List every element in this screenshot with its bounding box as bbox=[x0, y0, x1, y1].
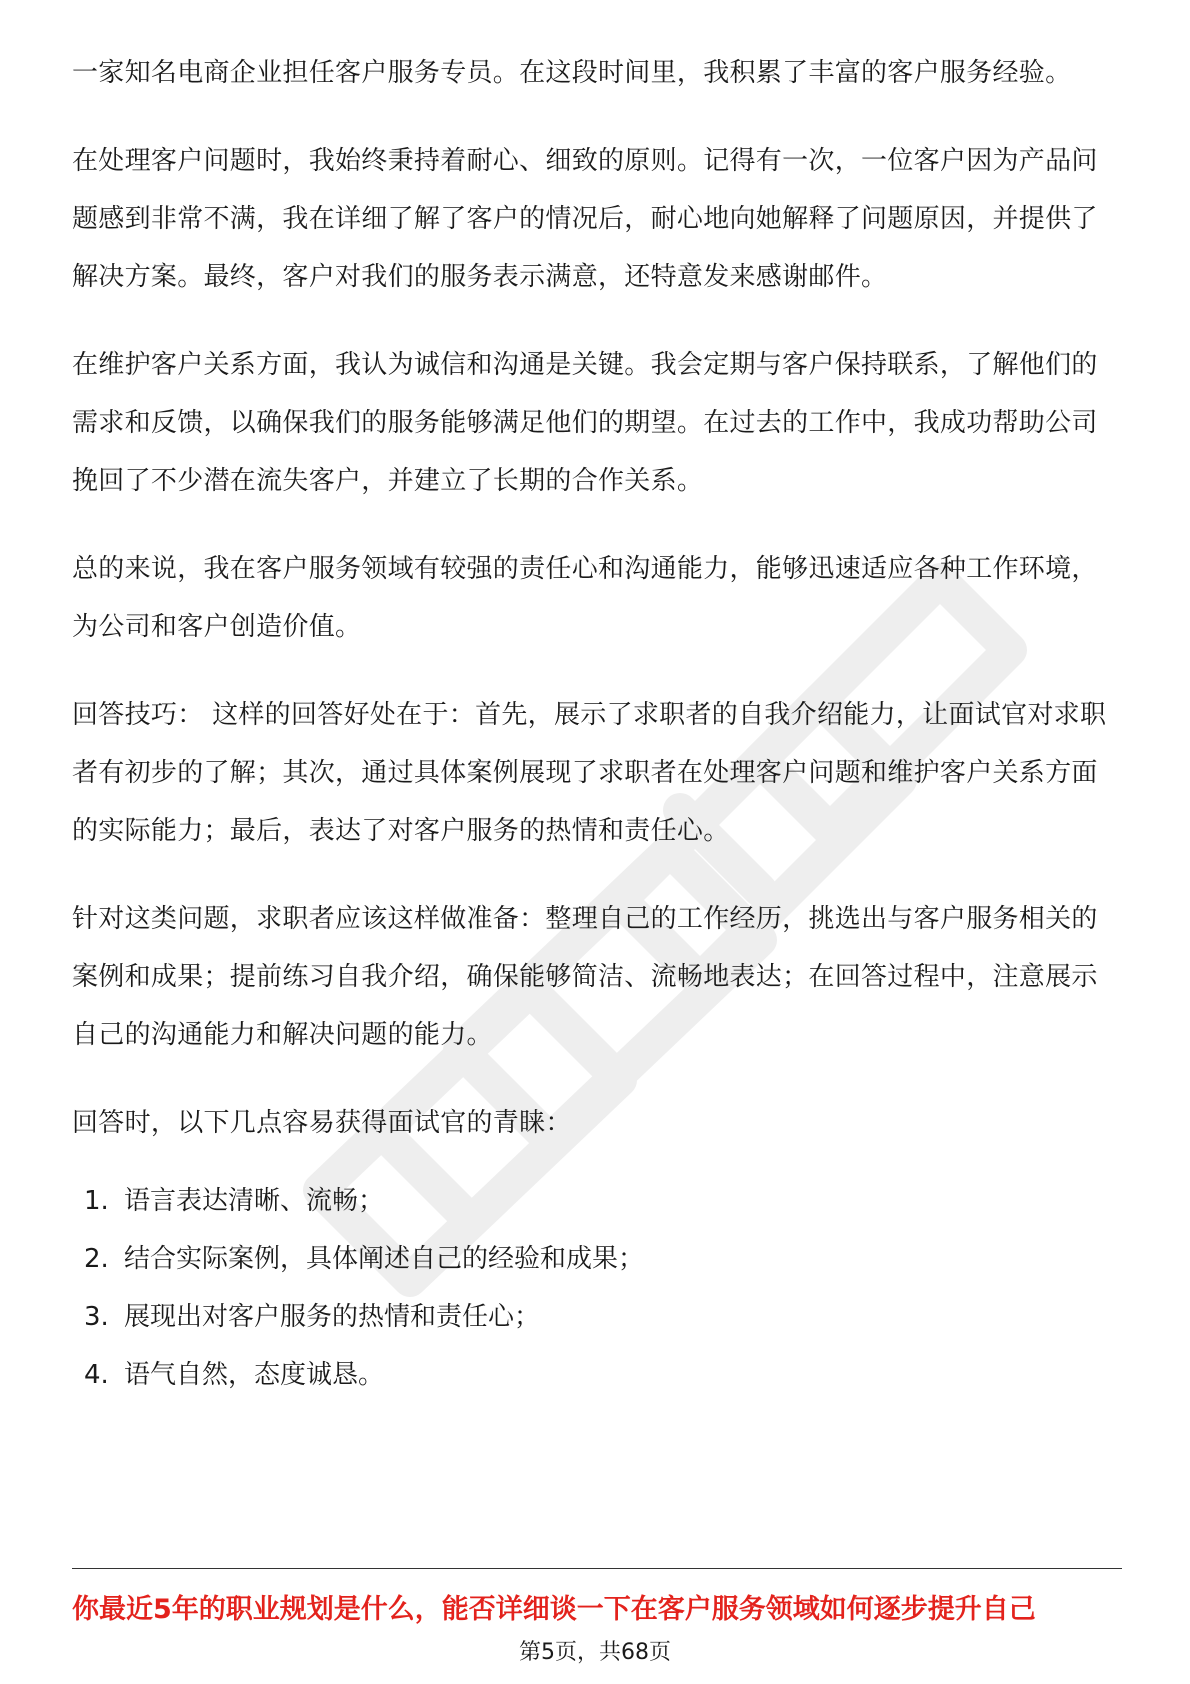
list-item bbox=[84, 1288, 1122, 1346]
paragraph-summary: 总的来说，我在客户服务领域有较强的责任心和沟通能力，能够迅速适应各种工作环境，为公司和客户创造价值。 bbox=[72, 554, 1098, 642]
list-item bbox=[84, 1346, 1122, 1404]
list-number: 2. bbox=[84, 1244, 109, 1274]
list-number: 1. bbox=[84, 1186, 109, 1216]
list-item bbox=[84, 1172, 1122, 1230]
paragraph-handling-issues: 在处理客户问题时，我始终秉持着耐心、细致的原则。记得有一次，一位客户因为产品问题感到非常不满，我在详细了解了客户的情况后，耐心地向她解释了问题原因，并提供了解决方案。最终，客户对我们的服务表示满意，还特意发来感谢邮件。 bbox=[72, 146, 1098, 292]
list-text: 语言表达清晰、流畅； bbox=[124, 1186, 385, 1216]
list-text: 展现出对客户服务的热情和责任心； bbox=[124, 1302, 541, 1332]
list-text: 语气自然，态度诚恳。 bbox=[124, 1360, 385, 1390]
paragraph-experience: 一家知名电商企业担任客户服务专员。在这段时间里，我积累了丰富的客户服务经验。 bbox=[72, 58, 1072, 88]
paragraph-list-intro: 回答时，以下几点容易获得面试官的青睐： bbox=[72, 1108, 572, 1138]
paragraph-preparation: 针对这类问题，求职者应该这样做准备：整理自己的工作经历，挑选出与客户服务相关的案例和成果；提前练习自我介绍，确保能够简洁、流畅地表达；在回答过程中，注意展示自己的沟通能力和解决问题的能力。 bbox=[72, 904, 1098, 1050]
list-number: 4. bbox=[84, 1360, 109, 1390]
next-question-heading: 你最近5年的职业规划是什么，能否详细谈一下在客户服务领域如何逐步提升自己 bbox=[72, 1594, 1036, 1625]
list-text: 结合实际案例，具体阐述自己的经验和成果； bbox=[124, 1244, 645, 1274]
paragraph-answer-tips: 回答技巧： 这样的回答好处在于：首先，展示了求职者的自我介绍能力，让面试官对求职者有初步的了解；其次，通过具体案例展现了求职者在处理客户问题和维护客户关系方面的实际能力；最后，表达了对客户服务的热情和责任心。 bbox=[72, 700, 1107, 846]
section-divider bbox=[72, 1568, 1122, 1569]
main-content bbox=[72, 44, 1122, 1404]
list-item bbox=[84, 1230, 1122, 1288]
tips-list bbox=[72, 1172, 1122, 1404]
page-number-footer: 第5页，共68页 bbox=[519, 1640, 671, 1665]
list-number: 3. bbox=[84, 1302, 109, 1332]
paragraph-relationships: 在维护客户关系方面，我认为诚信和沟通是关键。我会定期与客户保持联系，了解他们的需求和反馈，以确保我们的服务能够满足他们的期望。在过去的工作中，我成功帮助公司挽回了不少潜在流失客户，并建立了长期的合作关系。 bbox=[72, 350, 1098, 496]
